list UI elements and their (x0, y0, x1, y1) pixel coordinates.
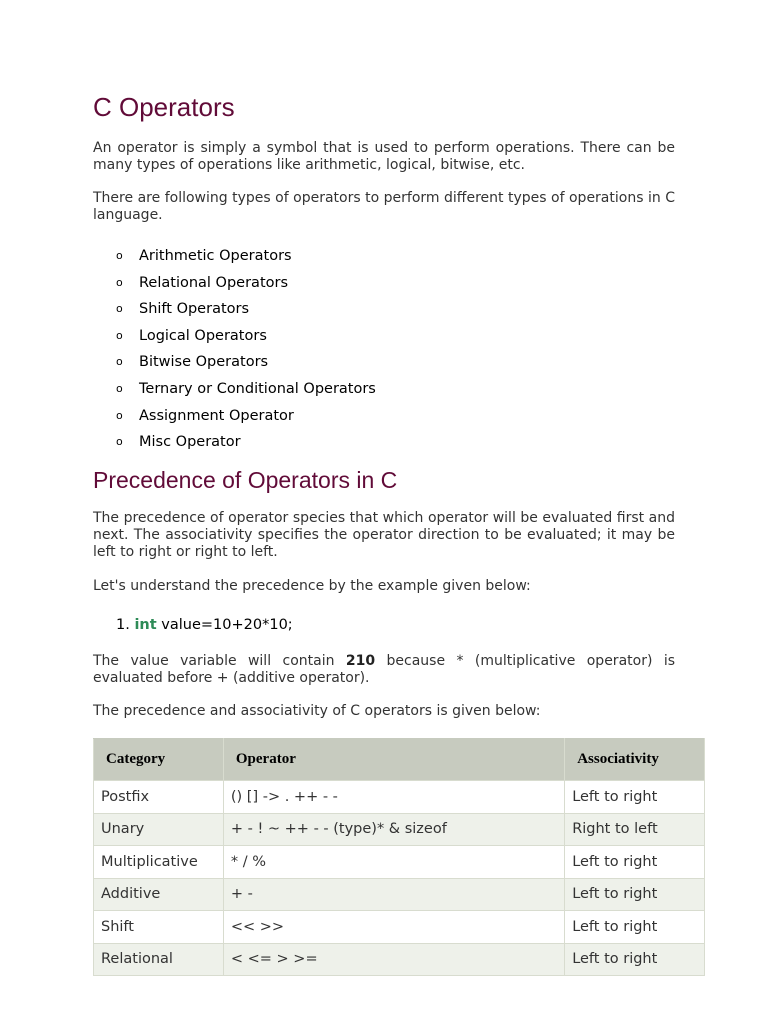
cell-category: Postfix (94, 781, 224, 814)
cell-associativity: Left to right (565, 846, 705, 879)
list-item: o Logical Operators (116, 327, 267, 344)
cell-associativity: Right to left (565, 813, 705, 846)
intro-paragraph-2: There are following types of operators to perform different types of operations in C language. (93, 190, 675, 223)
list-item: o Shift Operators (116, 301, 250, 318)
cell-category: Unary (94, 813, 224, 846)
precedence-heading: Precedence of Operators in C (93, 467, 398, 493)
list-item: o Bitwise Operators (116, 354, 269, 371)
cell-operator: () [] -> . ++ - - (223, 781, 564, 814)
operator-types-list (93, 246, 376, 459)
table-row (94, 846, 705, 879)
table-intro: The precedence and associativity of C operators is given below: (93, 703, 541, 719)
code-example (116, 617, 293, 633)
code-statement: value=10+20*10; (156, 617, 293, 633)
cell-operator: < <= > >= (223, 943, 564, 976)
code-line-number: 1. (116, 617, 130, 633)
header-associativity: Associativity (565, 739, 705, 781)
precedence-paragraph: The precedence of operator species that which operator will be evaluated first and next. The associativity specifies the operator direction to be evaluated; it may be left to right or right to left. (93, 510, 675, 560)
table-row (94, 943, 705, 976)
result-value: 210 (345, 653, 376, 669)
bullet-icon: o (116, 381, 123, 395)
bullet-icon: o (116, 408, 123, 422)
cell-operator: * / % (223, 846, 564, 879)
bullet-icon: o (116, 249, 123, 262)
table-row (94, 781, 705, 814)
cell-associativity: Left to right (565, 911, 705, 944)
cell-operator: << >> (223, 911, 564, 944)
cell-operator: + - ! ~ ++ - - (type)* & sizeof (223, 813, 564, 846)
table-row (94, 911, 705, 944)
cell-category: Relational (94, 943, 224, 976)
page-title: C Operators (93, 92, 235, 122)
list-item: o Arithmetic Operators (116, 248, 292, 264)
cell-associativity: Left to right (565, 943, 705, 976)
list-item: o Misc Operator (116, 434, 241, 451)
list-item: o Ternary or Conditional Operators (116, 380, 376, 397)
cell-category: Additive (94, 878, 224, 911)
bullet-icon: o (116, 435, 123, 449)
cell-associativity: Left to right (565, 781, 705, 814)
list-item: o Assignment Operator (116, 407, 294, 424)
example-intro: Let's understand the precedence by the example given below: (93, 578, 531, 594)
bullet-icon: o (116, 275, 123, 289)
intro-paragraph-1: An operator is simply a symbol that is used to perform operations. There can be many types of operations like arithmetic, logical, bitwise, etc. (93, 140, 675, 173)
explanation-paragraph: The value variable will contain 210 because * (multiplicative operator) is evaluated before + (additive operator). (93, 653, 676, 686)
precedence-table (93, 738, 705, 976)
bullet-icon: o (116, 355, 123, 369)
table-row (94, 878, 705, 911)
table-row (94, 813, 705, 846)
code-keyword: int (134, 617, 157, 633)
bullet-icon: o (116, 328, 123, 342)
cell-category: Shift (94, 911, 224, 944)
cell-category: Multiplicative (94, 846, 224, 879)
list-item: o Relational Operators (116, 274, 289, 291)
header-operator: Operator (223, 739, 564, 781)
cell-operator: + - (223, 878, 564, 911)
table-header-row (94, 739, 705, 781)
cell-associativity: Left to right (565, 878, 705, 911)
bullet-icon: o (116, 302, 123, 316)
header-category: Category (94, 739, 224, 781)
